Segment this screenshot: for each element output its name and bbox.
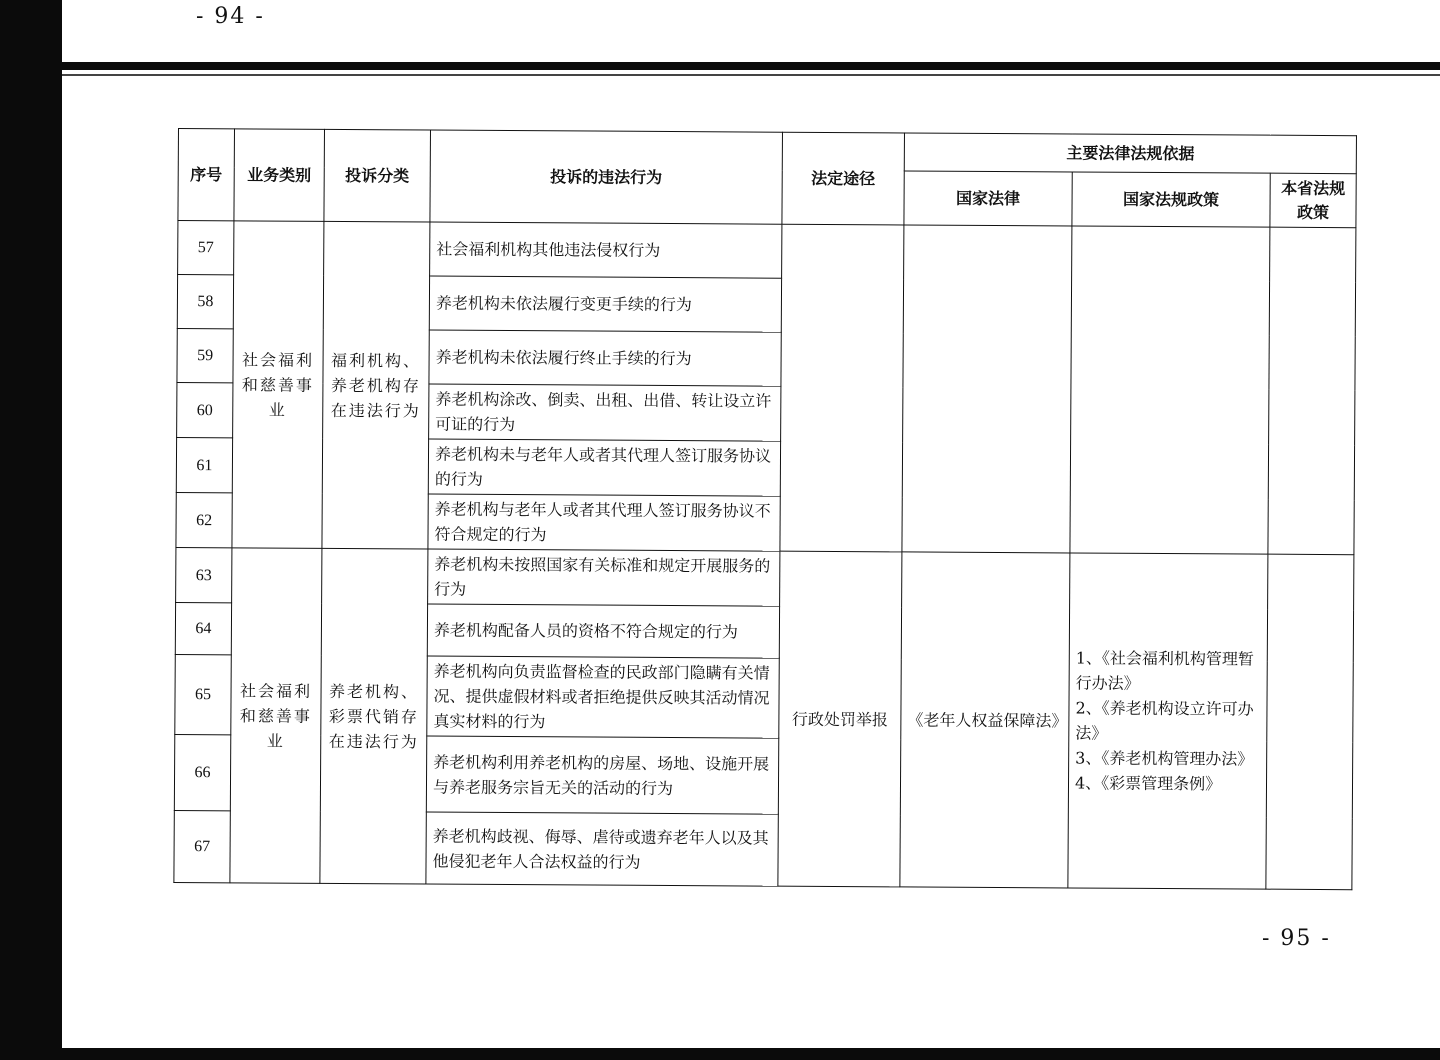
reg-item: 2、《养老机构设立许可办法》 — [1075, 698, 1254, 743]
route-empty-cell — [780, 224, 904, 552]
business-category: 社会福利和慈善事业 — [230, 548, 322, 884]
row-number: 66 — [174, 734, 230, 810]
law-empty-cell — [902, 225, 1072, 553]
top-border-rule — [62, 62, 1440, 70]
reg-item: 4、《彩票管理条例》 — [1074, 773, 1222, 794]
row-number: 58 — [177, 275, 233, 329]
behavior-cell: 养老机构利用养老机构的房屋、场地、设施开展与养老服务宗旨无关的活动的行为 — [426, 736, 778, 814]
national-law: 《老年人权益保障法》 — [900, 552, 1070, 888]
behavior-cell: 养老机构向负责监督检查的民政部门隐瞒有关情况、提供虚假材料或者拒绝提供反映其活动情况真实材料的行为 — [427, 656, 779, 738]
behavior-cell: 养老机构与老年人或者其代理人签订服务协议不符合规定的行为 — [428, 494, 780, 551]
row-number: 67 — [174, 810, 230, 882]
behavior-cell: 养老机构歧视、侮辱、虐待或遗弃老年人以及其他侵犯老年人合法权益的行为 — [426, 812, 778, 886]
table-row — [178, 221, 1356, 282]
header-provincial: 本省法规政策 — [1270, 173, 1356, 228]
provincial-empty-cell — [1268, 227, 1356, 555]
row-number: 61 — [176, 437, 232, 492]
complaint-class: 养老机构、彩票代销存在违法行为 — [320, 548, 428, 884]
scan-bottom-edge — [0, 1048, 1440, 1060]
behavior-cell: 养老机构配备人员的资格不符合规定的行为 — [427, 604, 779, 658]
behavior-cell: 社会福利机构其他违法侵权行为 — [430, 222, 782, 278]
header-seq: 序号 — [178, 129, 235, 221]
behavior-cell: 养老机构未按照国家有关标准和规定开展服务的行为 — [428, 549, 780, 606]
reg-item: 1、《社会福利机构管理暂行办法》 — [1075, 648, 1255, 693]
header-basis: 主要法律法规依据 — [904, 133, 1356, 174]
business-category: 社会福利和慈善事业 — [232, 221, 324, 549]
complaint-class: 福利机构、养老机构存在违法行为 — [322, 221, 430, 549]
header-complaint-class: 投诉分类 — [324, 129, 431, 222]
page-number-bottom: - 95 - — [1262, 926, 1331, 951]
reg-item: 3、《养老机构管理办法》 — [1075, 748, 1254, 769]
regulation-table — [173, 128, 1357, 890]
row-number: 64 — [175, 602, 231, 654]
row-number: 65 — [175, 654, 231, 734]
top-border-rule-thin — [62, 74, 1440, 76]
behavior-cell: 养老机构未与老年人或者其代理人签订服务协议的行为 — [428, 439, 780, 496]
regs-empty-cell — [1070, 226, 1270, 554]
row-number: 60 — [177, 382, 233, 437]
behavior-cell: 养老机构未依法履行终止手续的行为 — [429, 330, 781, 386]
header-route: 法定途径 — [782, 132, 905, 225]
legal-route: 行政处罚举报 — [778, 551, 902, 887]
national-regs — [1068, 553, 1268, 889]
page-number-top: - 94 - — [188, 4, 273, 29]
header-national-regs: 国家法规政策 — [1072, 172, 1270, 227]
header-national-law: 国家法律 — [904, 171, 1072, 226]
scan-left-edge — [0, 0, 62, 1060]
behavior-cell: 养老机构未依法履行变更手续的行为 — [429, 276, 781, 332]
row-number: 62 — [176, 492, 232, 547]
provincial-cell — [1266, 554, 1354, 890]
row-number: 57 — [178, 221, 234, 275]
header-business: 业务类别 — [234, 129, 325, 222]
row-number: 63 — [176, 547, 232, 602]
table-row — [176, 547, 1354, 609]
row-number: 59 — [177, 328, 233, 382]
behavior-cell: 养老机构涂改、倒卖、出租、出借、转让设立许可证的行为 — [429, 384, 781, 441]
header-behavior: 投诉的违法行为 — [430, 130, 783, 224]
